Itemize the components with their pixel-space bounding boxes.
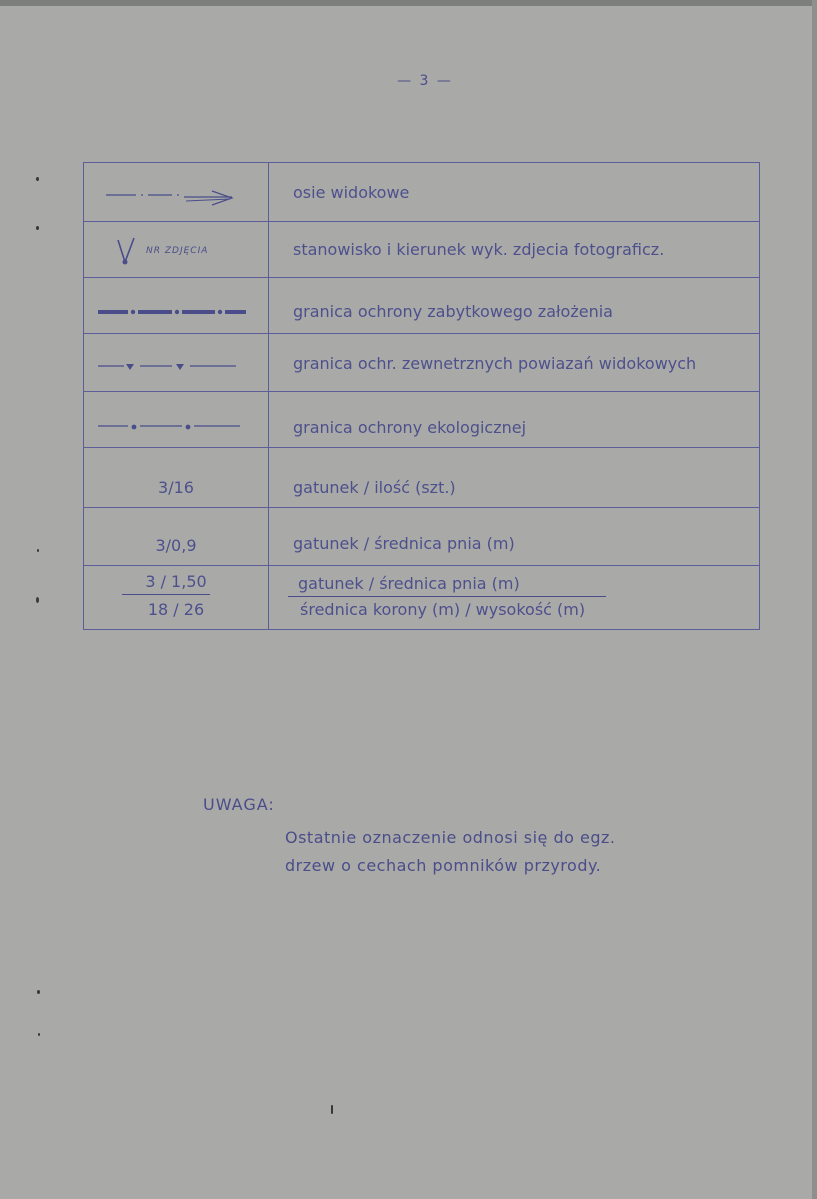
scan-mark [36, 226, 39, 230]
paper-right-edge [812, 0, 817, 1199]
legend-row-monument-boundary [84, 277, 759, 334]
legend-description: gatunek / ilość (szt.) [293, 478, 456, 497]
symbol-cell [84, 566, 269, 630]
thick-dash-dot-line-icon [84, 278, 268, 334]
symbol-cell [84, 334, 269, 392]
legend-description: granica ochrony zabytkowego założenia [293, 302, 613, 321]
scan-mark [37, 990, 40, 994]
scan-mark [331, 1105, 333, 1114]
legend-row-photo-position [84, 221, 759, 278]
page-number: — 3 — [397, 73, 453, 89]
symbol-cell [84, 448, 269, 508]
legend-table [83, 162, 760, 630]
legend-row-view-axes [84, 163, 759, 221]
scan-mark [38, 1033, 40, 1036]
triangle-dash-line-icon [84, 334, 268, 392]
scan-mark [37, 549, 39, 552]
legend-row-external-view-boundary [84, 333, 759, 392]
symbol-text: 3/16 [158, 478, 194, 497]
legend-description-bottom: średnica korony (m) / wysokość (m) [300, 600, 586, 619]
fraction-line [122, 594, 210, 595]
symbol-cell [84, 392, 269, 448]
scan-mark [36, 177, 39, 181]
dot-dash-line-icon [84, 392, 268, 448]
legend-description: granica ochr. zewnetrznych powiazań widokowych [293, 354, 697, 373]
remark-line-1: Ostatnie oznaczenie odnosi się do egz. [285, 828, 616, 847]
remark-line-2: drzew o cechach pomników przyrody. [285, 856, 602, 875]
symbol-text: 3/0,9 [155, 536, 197, 555]
legend-row-species-trunk [84, 507, 759, 566]
symbol-cell [84, 278, 269, 334]
legend-row-ecological-boundary [84, 391, 759, 448]
photo-number-label: NR ZDJĘCIA [146, 246, 209, 256]
legend-description: stanowisko i kierunek wyk. zdjecia fotograficz. [293, 240, 665, 259]
symbol-text-bottom: 18 / 26 [147, 600, 205, 619]
legend-description-top: gatunek / średnica pnia (m) [298, 574, 520, 593]
scan-mark [36, 597, 39, 603]
symbol-cell [84, 163, 269, 221]
symbol-text-top: 3 / 1,50 [145, 572, 207, 591]
legend-row-natural-monument [84, 565, 759, 630]
symbol-cell [84, 508, 269, 566]
view-axis-arrow-icon [84, 163, 268, 221]
legend-row-species-count [84, 447, 759, 508]
legend-description: granica ochrony ekologicznej [293, 418, 527, 437]
remark-label: UWAGA: [203, 795, 275, 814]
paper-top-edge [0, 0, 817, 6]
symbol-cell [84, 222, 269, 278]
fraction-line [288, 596, 606, 597]
legend-description: gatunek / średnica pnia (m) [293, 534, 515, 553]
legend-description: osie widokowe [293, 183, 410, 202]
